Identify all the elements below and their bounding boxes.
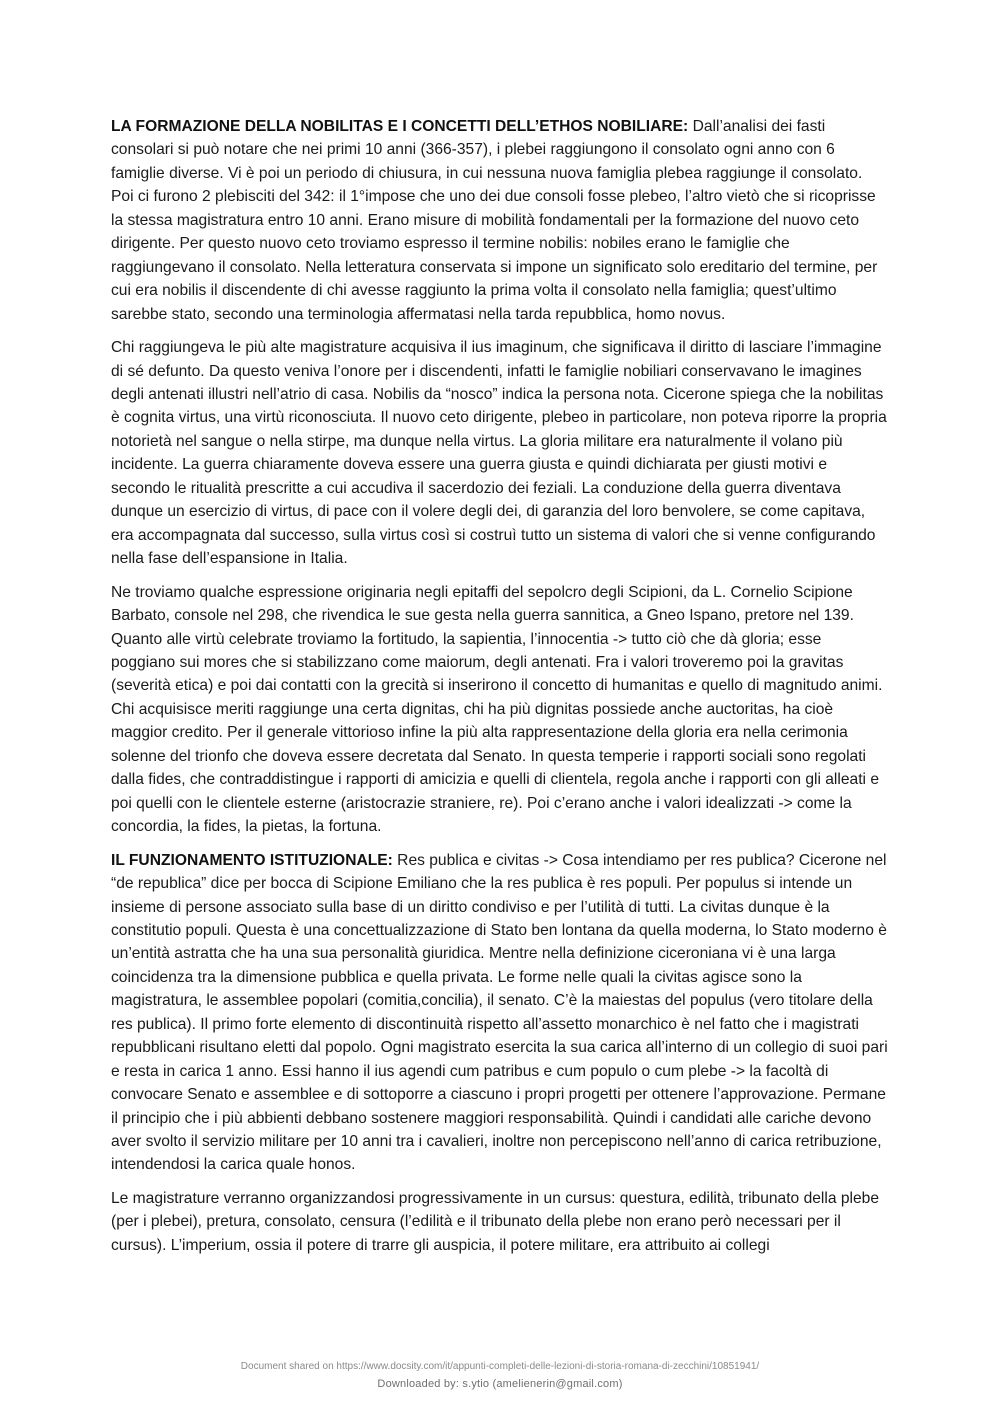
- footer-downloaded-by: Downloaded by: s.ytio (amelienerin@gmail.com): [377, 1378, 623, 1390]
- paragraph-nobilitas: [111, 115, 889, 326]
- paragraph-cursus: [111, 1187, 889, 1257]
- footer-shared-link[interactable]: Document shared on https://www.docsity.com/it/appunti-completi-delle-lezioni-di-storia-romana-di-zecchini/10851941/: [240, 1361, 760, 1372]
- paragraph-text: Dall’analisi dei fasti consolari si può notare che nei primi 10 anni (366-357), i plebei raggiungono il consolato ogni anno con 6 famiglie diverse. Vi è poi un periodo di chiusura, in cui nessuna nuova famiglia plebea raggiunge il consolato. Poi ci furono 2 plebisciti del 342: il 1°impose che uno dei due consoli fosse plebeo, l’altro vietò che si ricoprisse la stessa magistratura entro 10 anni. Erano misure di mobilità fondamentali per la formazione del nuovo ceto dirigente. Per questo nuovo ceto troviamo espresso il termine nobilis: nobiles erano le famiglie che raggiungevano il consolato. Nella letteratura conservata si impone un significato solo ereditario del termine, per cui era nobilis il discendente di chi avesse raggiunto la prima volta il consolato nella famiglia; quest’ultimo sarebbe stato, secondo una terminologia affermatasi nella tarda repubblica, homo novus.: [111, 118, 878, 323]
- paragraph-text: Chi raggiungeva le più alte magistrature acquisiva il ius imaginum, che significava il diritto di lasciare l’immagine di sé defunto. Da questo veniva l’onore per i discendenti, infatti le famiglie nobiliari conservavano le imagines degli antenati illustri nell’atrio di casa. Nobilis da “nosco” indica la persona nota. Cicerone spiega che la nobilitas è cognita virtus, una virtù riconosciuta. Il nuovo ceto dirigente, plebeo in particolare, non poteva riporre la propria notorietà nel sangue o nella stirpe, ma dunque nella virtus. La gloria militare era naturalmente il volano più incidente. La guerra chiaramente doveva essere una guerra giusta e quindi dichiarata per giusti motivi e secondo le ritualità prescritte a cui accudiva il sacerdozio dei feziali. La conduzione della guerra diventava dunque un esercizio di virtus, di pace con il volere degli dei, di garanzia del loro benvolere, se come capitava, era accompagnata dal successo, sulla virtus così si costruì tutto un sistema di valori che si venne configurando nella fase dell’espansione in Italia.: [111, 339, 887, 568]
- paragraph-text: Ne troviamo qualche espressione originaria negli epitaffi del sepolcro degli Scipioni, da L. Cornelio Scipione Barbato, console nel 298, che rivendica le sue gesta nella guerra sannitica, a Gneo Ispano, pretore nel 139. Quanto alle virtù celebrate troviamo la fortitudo, la sapientia, l’innocentia -> tutto ciò che dà gloria; esse poggiano sui mores che si stabilizzano come maiorum, degli antenati. Fra i valori troveremo poi la gravitas (severità etica) e poi dai contatti con la grecità si inserirono il concetto di humanitas e quello di magnitudo animi. Chi acquisisce meriti raggiunge una certa dignitas, chi ha più dignitas possiede anche auctoritas, ha cioè maggior credito. Per il generale vittorioso infine la più alta rappresentazione della gloria era nella cerimonia solenne del trionfo che doveva essere decretata dal Senato. In questa temperie i rapporti sociali sono regolati dalla fides, che contraddistingue i rapporti di amicizia e quelli di clientela, regola anche i rapporti con gli alleati e poi quelli con le clientele esterne (aristocrazie straniere, re). Poi c’erano anche i valori idealizzati -> come la concordia, la fides, la pietas, la fortuna.: [111, 583, 883, 836]
- paragraph-scipioni: [111, 581, 889, 839]
- paragraph-text: Le magistrature verranno organizzandosi progressivamente in un cursus: questura, edilità, tribunato della plebe (per i plebei), pretura, consolato, censura (l’edilità e il tribunato della plebe non erano però necessari per il cursus). L’imperium, ossia il potere di trarre gli auspicia, il potere militare, era attribuito ai collegi: [111, 1189, 879, 1254]
- document-body: [111, 115, 889, 1267]
- paragraph-funzionamento: [111, 849, 889, 1177]
- section-heading-funzionamento: IL FUNZIONAMENTO ISTITUZIONALE:: [111, 851, 393, 869]
- paragraph-text: Res publica e civitas -> Cosa intendiamo per res publica? Cicerone nel “de republica” dice per bocca di Scipione Emiliano che la res publica è res populi. Per populus si intende un insieme di persone associato sulla base di un diritto condiviso e per l’utilità di tutti. La civitas dunque è la constitutio populi. Questa è una concettualizzazione di Stato ben lontana da quella moderna, lo Stato moderno è un’entità astratta che ha una sua personalità giuridica. Mentre nella definizione ciceroniana vi è una larga coincidenza tra la dimensione pubblica e quella privata. Le forme nelle quali la civitas agisce sono la magistratura, le assemblee popolari (comitia,concilia), il senato. C’è la maiestas del populus (vero titolare della res publica). Il primo forte elemento di discontinuità rispetto all’assetto monarchico è nel fatto che i magistrati repubblicani risultano eletti dal popolo. Ogni magistrato esercita la sua carica all’interno di un collegio di suoi pari e resta in carica 1 anno. Essi hanno il ius agendi cum patribus e cum populo o cum plebe -> la facoltà di convocare Senato e assemblee e di sottoporre a ciascuno i propri progetti per ottenere l’approvazione. Permane il principio che i più abbienti debbano sostenere maggiori responsabilità. Quindi i candidati alle cariche devono aver svolto il servizio militare per 10 anni tra i cavalieri, inoltre non percepiscono nell’anno di carica retribuzione, intendendosi la carica quale honos.: [111, 851, 888, 1174]
- section-heading-nobilitas: LA FORMAZIONE DELLA NOBILITAS E I CONCETTI DELL’ETHOS NOBILIARE:: [111, 118, 689, 135]
- paragraph-ius-imaginum: [111, 336, 889, 571]
